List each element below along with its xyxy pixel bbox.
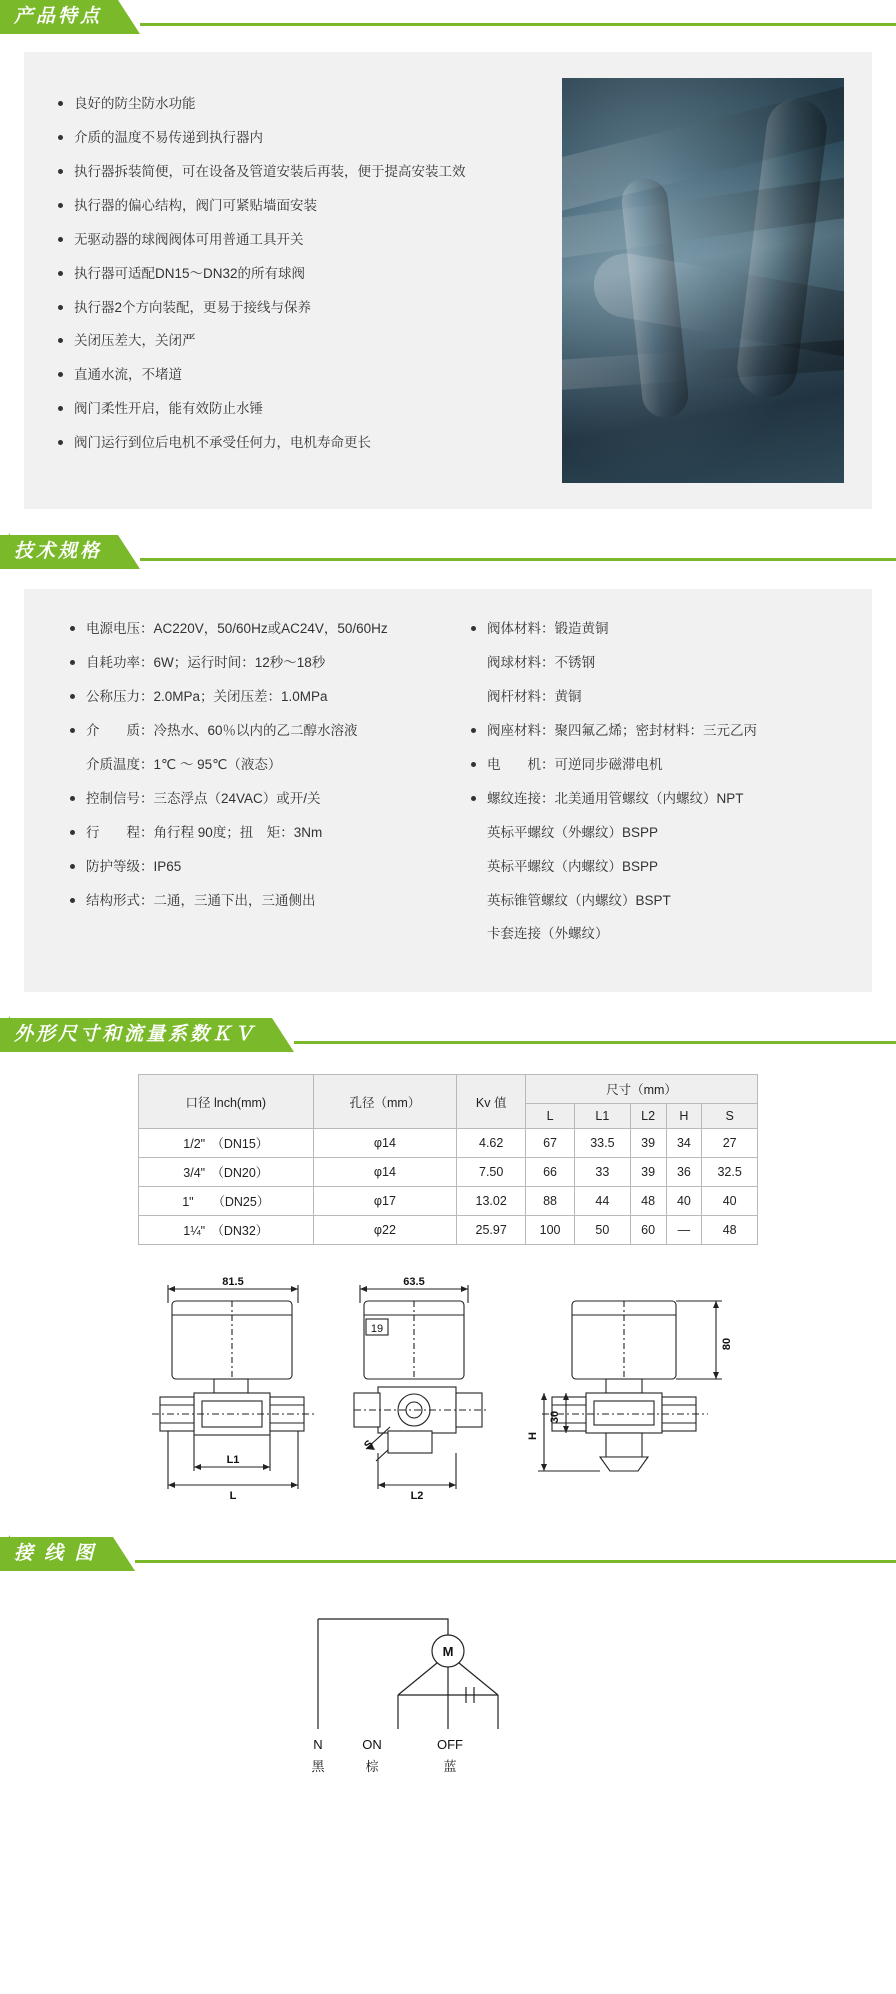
cell: 50 (575, 1216, 631, 1245)
cell: 1¼" （DN32） (139, 1216, 314, 1245)
cell: 39 (630, 1158, 666, 1187)
wiring-diagram (0, 1589, 896, 1779)
cell: 3/4" （DN20） (139, 1158, 314, 1187)
cell: 4.62 (457, 1129, 526, 1158)
wire-color-black: 黑 (311, 1759, 325, 1775)
technical-drawings (0, 1271, 896, 1511)
valve-drawing-svg (138, 1271, 758, 1511)
cell: — (666, 1216, 702, 1245)
dim-label-height30: 30 (549, 1411, 561, 1424)
cell: 13.02 (457, 1187, 526, 1216)
table-row (139, 1158, 758, 1187)
terminal-label-on: ON (362, 1737, 382, 1753)
col-header-dimensions-group: 尺寸（mm） (526, 1075, 758, 1104)
features-panel (24, 52, 872, 509)
industrial-pipes-photo (562, 78, 844, 483)
spec-row: 卡套连接（外螺纹） (487, 926, 609, 942)
spec-row: 控制信号：三态浮点（24VAC）或开/关 (86, 789, 443, 810)
col-header-kv: Kv 值 (457, 1075, 526, 1129)
drawing-top-view (354, 1285, 488, 1489)
spec-row: 阀体材料：锻造黄铜 (487, 619, 844, 640)
cell: 48 (630, 1187, 666, 1216)
cell: 36 (666, 1158, 702, 1187)
cell: 100 (526, 1216, 575, 1245)
list-item: 执行器2个方向装配，更易于接线与保养 (74, 298, 542, 319)
spec-row: 电 机：可逆同步磁滞电机 (487, 755, 844, 776)
dim-label-front-width: 81.5 (222, 1276, 244, 1289)
section-header-bar (0, 0, 118, 34)
spec-row: 自耗功率：6W；运行时间：12秒～18秒 (86, 653, 443, 674)
section-title-features: 产品特点 (14, 6, 103, 27)
section-header-features (0, 0, 896, 34)
section-header-bar (0, 535, 118, 569)
section-title-specs: 技术规格 (14, 541, 103, 563)
dim-label-s: S (362, 1438, 376, 1453)
section-header-specs (0, 535, 896, 569)
dim-label-h: H (527, 1432, 539, 1441)
spec-row: 结构形式：二通，三通下出，三通侧出 (86, 891, 443, 912)
dim-label-l: L (229, 1490, 237, 1503)
cell: 1" （DN25） (139, 1187, 314, 1216)
col-header-h: H (666, 1104, 702, 1129)
spec-row: 公称压力：2.0MPa；关闭压差：1.0MPa (86, 687, 443, 708)
specs-panel (24, 589, 872, 992)
cell: 48 (702, 1216, 758, 1245)
spec-row: 英标平螺纹（外螺纹）BSPP (487, 824, 659, 840)
spec-row: 电源电压：AC220V，50/60Hz或AC24V，50/60Hz (86, 619, 443, 640)
header-rule (140, 0, 896, 34)
slant-decor (113, 1537, 135, 1571)
dimension-table (138, 1074, 758, 1245)
cell: 39 (630, 1129, 666, 1158)
col-header-l2: L2 (630, 1104, 666, 1129)
motor-label: M (442, 1644, 454, 1660)
slant-decor (272, 1018, 294, 1052)
wire-color-brown: 棕 (365, 1759, 379, 1775)
cell: 40 (702, 1187, 758, 1216)
cell: 33.5 (575, 1129, 631, 1158)
cell: 7.50 (457, 1158, 526, 1187)
section-title-dimensions: 外形尺寸和流量系数ＫＶ (14, 1024, 257, 1046)
list-item: 执行器的偏心结构，阀门可紧贴墙面安装 (74, 196, 542, 217)
dim-label-height: 80 (721, 1338, 733, 1351)
terminal-label-n: N (313, 1737, 323, 1753)
terminal-label-off: OFF (437, 1737, 463, 1753)
spec-row: 英标平螺纹（内螺纹）BSPP (487, 858, 659, 874)
col-header-hole-dia: 孔径（mm） (313, 1075, 457, 1129)
cell: 66 (526, 1158, 575, 1187)
spec-row: 阀座材料：聚四氟乙烯；密封材料：三元乙丙 (487, 721, 844, 742)
specs-column-left (52, 619, 443, 958)
cell: φ14 (313, 1158, 457, 1187)
drawing-side-view (538, 1301, 722, 1471)
col-header-bore-size: 口径 lnch(mm) (139, 1075, 314, 1129)
cell: 60 (630, 1216, 666, 1245)
cell: 34 (666, 1129, 702, 1158)
list-item: 良好的防尘防水功能 (74, 94, 542, 115)
header-rule (140, 535, 896, 569)
spec-row: 介质温度：1℃ ～ 95℃（液态） (86, 756, 282, 772)
cell: 67 (526, 1129, 575, 1158)
col-header-l1: L1 (575, 1104, 631, 1129)
col-header-l: L (526, 1104, 575, 1129)
cell: 32.5 (702, 1158, 758, 1187)
spec-row: 螺纹连接：北美通用管螺纹（内螺纹）NPT (487, 789, 844, 810)
section-header-dimensions (0, 1018, 896, 1052)
cell: 88 (526, 1187, 575, 1216)
cell: 40 (666, 1187, 702, 1216)
slant-decor (118, 535, 140, 569)
section-header-wiring (0, 1537, 896, 1571)
table-row (139, 1216, 758, 1245)
cell: 1/2" （DN15） (139, 1129, 314, 1158)
wiring-diagram-svg (298, 1589, 598, 1779)
table-row (139, 1187, 758, 1216)
spec-row: 阀球材料：不锈钢 (487, 655, 595, 671)
list-item: 阀门运行到位后电机不承受任何力，电机寿命更长 (74, 433, 542, 454)
specs-column-right (453, 619, 844, 958)
header-rule (294, 1018, 896, 1052)
dim-label-bore: 19 (370, 1323, 384, 1336)
list-item: 无驱动器的球阀阀体可用普通工具开关 (74, 230, 542, 251)
cell: 25.97 (457, 1216, 526, 1245)
spec-row: 英标锥管螺纹（内螺纹）BSPT (487, 892, 671, 908)
dim-label-l1: L1 (226, 1454, 240, 1467)
list-item: 关闭压差大，关闭严 (74, 331, 542, 352)
table-header-row (139, 1075, 758, 1104)
list-item: 执行器拆装简便，可在设备及管道安装后再装，便于提高安装工效 (74, 162, 542, 183)
cell: φ14 (313, 1129, 457, 1158)
spec-row: 介 质：冷热水、60％以内的乙二醇水溶液 (86, 721, 443, 742)
section-header-bar (0, 1018, 272, 1052)
cell: 27 (702, 1129, 758, 1158)
wire-color-blue: 蓝 (443, 1759, 457, 1775)
table-row (139, 1129, 758, 1158)
spec-row: 防护等级：IP65 (86, 857, 443, 878)
list-item: 直通水流，不堵道 (74, 365, 542, 386)
features-list (52, 94, 542, 467)
dim-label-l2: L2 (410, 1490, 424, 1503)
slant-decor (118, 0, 140, 34)
list-item: 介质的温度不易传递到执行器内 (74, 128, 542, 149)
list-item: 阀门柔性开启，能有效防止水锤 (74, 399, 542, 420)
cell: φ17 (313, 1187, 457, 1216)
spec-row: 行 程：角行程 90度；扭 矩：3Nm (86, 823, 443, 844)
section-title-wiring: 接 线 图 (14, 1543, 97, 1565)
spec-row: 阀杆材料：黄铜 (487, 688, 582, 704)
list-item: 执行器可适配DN15～DN32的所有球阀 (74, 264, 542, 285)
header-rule (135, 1537, 896, 1571)
col-header-s: S (702, 1104, 758, 1129)
dimension-table-wrap (138, 1074, 758, 1245)
dim-label-side-width: 63.5 (403, 1276, 425, 1289)
cell: φ22 (313, 1216, 457, 1245)
cell: 44 (575, 1187, 631, 1216)
section-header-bar (0, 1537, 113, 1571)
cell: 33 (575, 1158, 631, 1187)
